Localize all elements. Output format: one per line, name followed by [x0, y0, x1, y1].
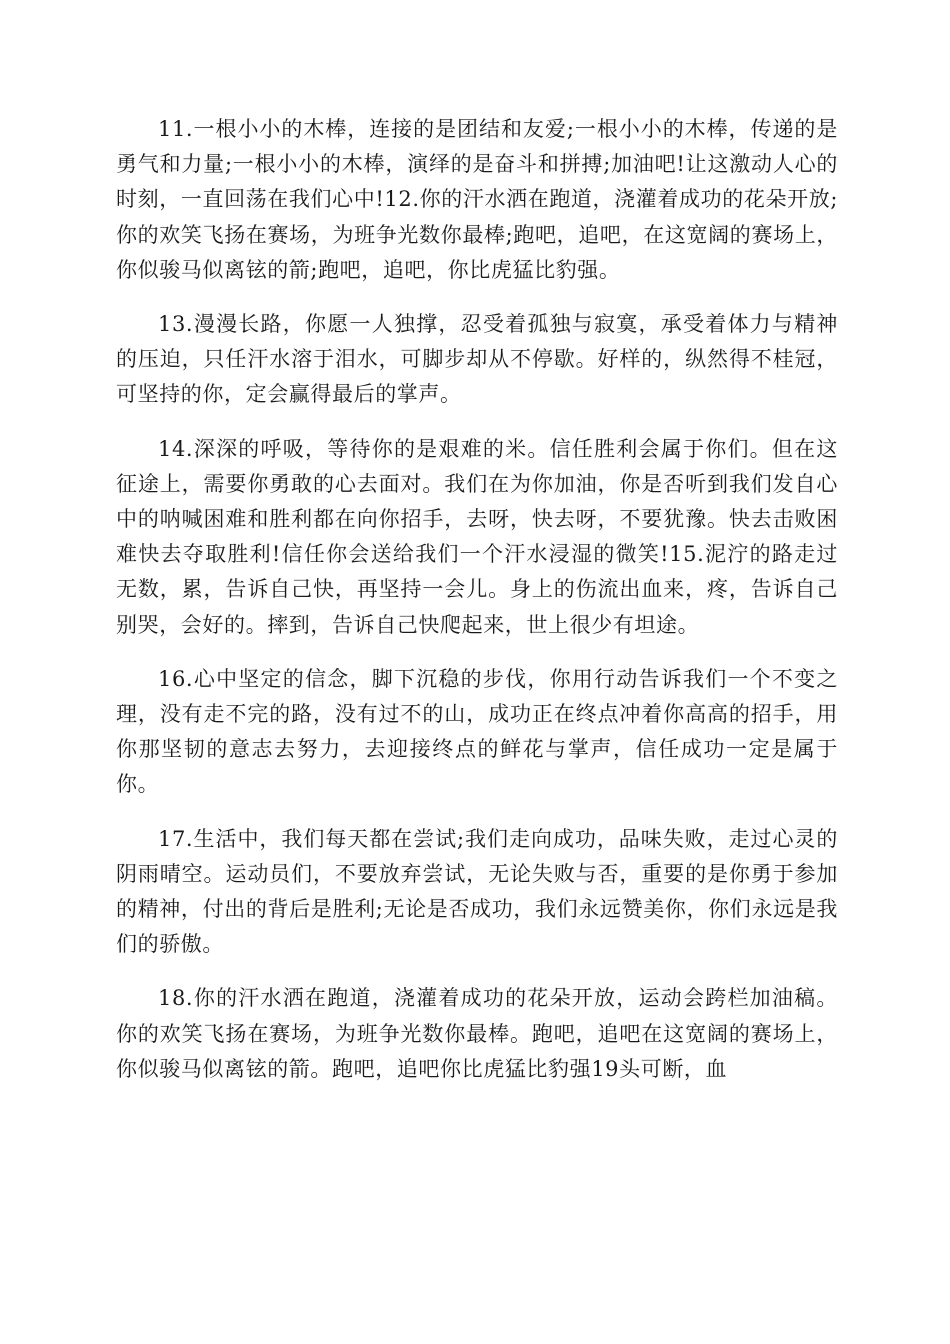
paragraph-16: 16.心中坚定的信念，脚下沉稳的步伐，你用行动告诉我们一个不变之理，没有走不完的路，没有过不的山，成功正在终点冲着你高高的招手，用你那坚韧的意志去努力，去迎接终点的鲜花与掌声，信任成功一定是属于你。	[116, 666, 838, 797]
paragraph-13: 13.漫漫长路，你愿一人独撑，忍受着孤独与寂寞，承受着体力与精神的压迫，只任汗水溶于泪水，可脚步却从不停歇。好样的，纵然得不桂冠，可坚持的你，定会赢得最后的掌声。	[116, 312, 838, 407]
paragraph-14-15: 14.深深的呼吸，等待你的是艰难的米。信任胜利会属于你们。但在这征途上，需要你勇敢的心去面对。我们在为你加油，你是否听到我们发自心中的呐喊困难和胜利都在向你招手，去呀，快去呀，不要犹豫。快去击败困难快去夺取胜利!信任你会送给我们一个汗水浸湿的微笑!15.泥泞的路走过无数，累，告诉自己快，再坚持一会儿。身上的伤流出血来，疼，告诉自己别哭，会好的。摔到，告诉自己快爬起来，世上很少有坦途。	[116, 436, 838, 637]
paragraph-17: 17.生活中，我们每天都在尝试;我们走向成功，品味失败，走过心灵的阴雨晴空。运动员们，不要放弃尝试，无论失败与否，重要的是你勇于参加的精神，付出的背后是胜利;无论是否成功，我们永远赞美你，你们永远是我们的骄傲。	[116, 826, 838, 957]
paragraph-11-12: 11.一根小小的木棒，连接的是团结和友爱;一根小小的木棒，传递的是勇气和力量;一根小小的木棒，演绎的是奋斗和拼搏;加油吧!让这激动人心的时刻，一直回荡在我们心中!12.你的汗水洒在跑道，浇灌着成功的花朵开放;你的欢笑飞扬在赛场，为班争光数你最棒;跑吧，追吧，在这宽阔的赛场上，你似骏马似离铉的箭;跑吧，追吧，你比虎猛比豹强。	[116, 117, 838, 282]
document-body	[116, 112, 838, 1106]
paragraph-18-19: 18.你的汗水洒在跑道，浇灌着成功的花朵开放，运动会跨栏加油稿。你的欢笑飞扬在赛场，为班争光数你最棒。跑吧，追吧在这宽阔的赛场上，你似骏马似离铉的箭。跑吧，追吧你比虎猛比豹强19头可断，血	[116, 986, 838, 1081]
